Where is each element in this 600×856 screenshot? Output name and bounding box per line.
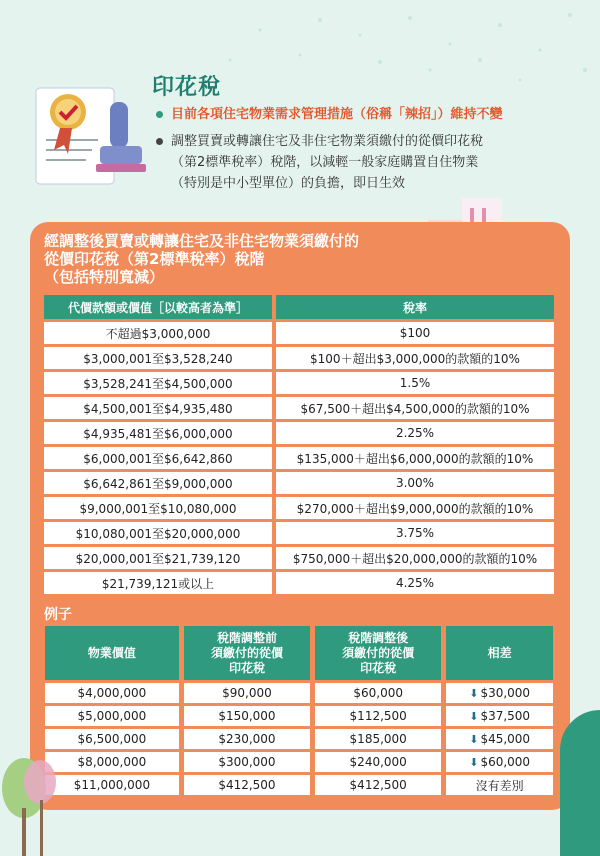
cell-duty-before: $412,500 — [184, 775, 310, 795]
column-header-property-value: 物業價值 — [45, 626, 179, 680]
table-cell-consideration: $10,080,001至$20,000,000 — [44, 522, 272, 544]
table-row — [44, 522, 554, 544]
cell-property-value: $5,000,000 — [45, 706, 179, 726]
table-row — [44, 322, 554, 344]
corner-decoration — [560, 710, 600, 856]
example-header-row — [45, 626, 553, 680]
table-cell-rate: $270,000＋超出$9,000,000的款額的10% — [276, 497, 554, 519]
cell-property-value: $8,000,000 — [45, 752, 179, 772]
table-row — [44, 547, 554, 569]
down-arrow-icon: ⬇ — [469, 756, 479, 769]
table-cell-rate: 4.25% — [276, 572, 554, 594]
cell-duty-after: $60,000 — [315, 683, 441, 703]
table-cell-rate: $135,000＋超出$6,000,000的款額的10% — [276, 447, 554, 469]
table-cell-consideration: $4,500,001至$4,935,480 — [44, 397, 272, 419]
cell-difference — [446, 729, 553, 749]
example-row — [45, 729, 553, 749]
down-arrow-icon: ⬇ — [469, 687, 479, 700]
cell-duty-after: $112,500 — [315, 706, 441, 726]
table-cell-rate: $750,000＋超出$20,000,000的款額的10% — [276, 547, 554, 569]
cell-property-value: $11,000,000 — [45, 775, 179, 795]
table-cell-consideration: $4,935,481至$6,000,000 — [44, 422, 272, 444]
table-row — [44, 397, 554, 419]
certificate-stamp-icon — [28, 80, 148, 200]
example-title: 例子 — [44, 607, 72, 623]
difference-value: $37,500 — [480, 709, 531, 723]
cell-difference — [446, 706, 553, 726]
bullet-list — [156, 104, 586, 200]
cell-duty-after: $412,500 — [315, 775, 441, 795]
table-cell-rate: 2.25% — [276, 422, 554, 444]
example-table — [40, 623, 558, 798]
down-arrow-icon: ⬇ — [469, 710, 479, 723]
cell-property-value: $4,000,000 — [45, 683, 179, 703]
table-cell-consideration: $21,739,121或以上 — [44, 572, 272, 594]
cell-duty-before: $150,000 — [184, 706, 310, 726]
bullet-dot-icon — [156, 138, 163, 145]
table-cell-consideration: $9,000,001至$10,080,000 — [44, 497, 272, 519]
table-title: 經調整後買賣或轉讓住宅及非住宅物業須繳付的 從價印花稅（第2標準稅率）稅階 （包括特別寬減） — [44, 232, 360, 286]
bullet-item-adjustment — [156, 131, 586, 194]
page-title: 印花稅 — [152, 75, 222, 100]
column-header-duty-after: 稅階調整後 須繳付的從價 印花稅 — [315, 626, 441, 680]
example-row — [45, 683, 553, 703]
bullet-dot-icon — [156, 111, 163, 118]
table-cell-rate: 3.00% — [276, 472, 554, 494]
bullet-item-measures — [156, 104, 586, 125]
table-cell-consideration: $3,000,001至$3,528,240 — [44, 347, 272, 369]
cell-duty-before: $230,000 — [184, 729, 310, 749]
table-cell-consideration: $3,528,241至$4,500,000 — [44, 372, 272, 394]
cell-difference — [446, 683, 553, 703]
table-cell-consideration: $20,000,001至$21,739,120 — [44, 547, 272, 569]
cell-property-value: $6,500,000 — [45, 729, 179, 749]
table-row — [44, 572, 554, 594]
cell-duty-before: $300,000 — [184, 752, 310, 772]
difference-value: $60,000 — [480, 755, 531, 769]
cell-difference: 沒有差別 — [446, 775, 553, 795]
table-cell-rate: 1.5% — [276, 372, 554, 394]
bullet-text: 目前各項住宅物業需求管理措施（俗稱「辣招」）維持不變 — [171, 107, 503, 122]
cell-duty-before: $90,000 — [184, 683, 310, 703]
example-row — [45, 775, 553, 795]
example-row — [45, 706, 553, 726]
trees-illustration — [0, 748, 60, 856]
column-header-duty-before: 稅階調整前 須繳付的從價 印花稅 — [184, 626, 310, 680]
cell-duty-after: $240,000 — [315, 752, 441, 772]
difference-value: $45,000 — [480, 732, 531, 746]
cell-difference — [446, 752, 553, 772]
column-header-difference: 相差 — [446, 626, 553, 680]
table-cell-consideration: 不超過$3,000,000 — [44, 322, 272, 344]
table-cell-rate: $67,500＋超出$4,500,000的款額的10% — [276, 397, 554, 419]
table-row — [44, 347, 554, 369]
table-row — [44, 472, 554, 494]
example-row — [45, 752, 553, 772]
column-header-rate: 稅率 — [276, 295, 554, 319]
table-cell-consideration: $6,642,861至$9,000,000 — [44, 472, 272, 494]
stamp-duty-rate-table — [40, 292, 558, 597]
table-cell-rate: $100＋超出$3,000,000的款額的10% — [276, 347, 554, 369]
difference-value: $30,000 — [480, 686, 531, 700]
table-row — [44, 497, 554, 519]
table-cell-rate: 3.75% — [276, 522, 554, 544]
cell-duty-after: $185,000 — [315, 729, 441, 749]
bullet-text: 調整買賣或轉讓住宅及非住宅物業須繳付的從價印花稅 （第2標準稅率）稅階，以減輕一般家庭購置自住物業 （特別是中小型單位）的負擔，即日生效 — [171, 134, 484, 191]
table-row — [44, 372, 554, 394]
tax-rate-panel — [30, 222, 570, 810]
down-arrow-icon: ⬇ — [469, 733, 479, 746]
column-header-consideration: 代價款額或價值［以較高者為準］ — [44, 295, 272, 319]
table-row — [44, 422, 554, 444]
table-cell-consideration: $6,000,001至$6,642,860 — [44, 447, 272, 469]
table-row — [44, 447, 554, 469]
table-header-row — [44, 295, 554, 319]
table-cell-rate: $100 — [276, 322, 554, 344]
